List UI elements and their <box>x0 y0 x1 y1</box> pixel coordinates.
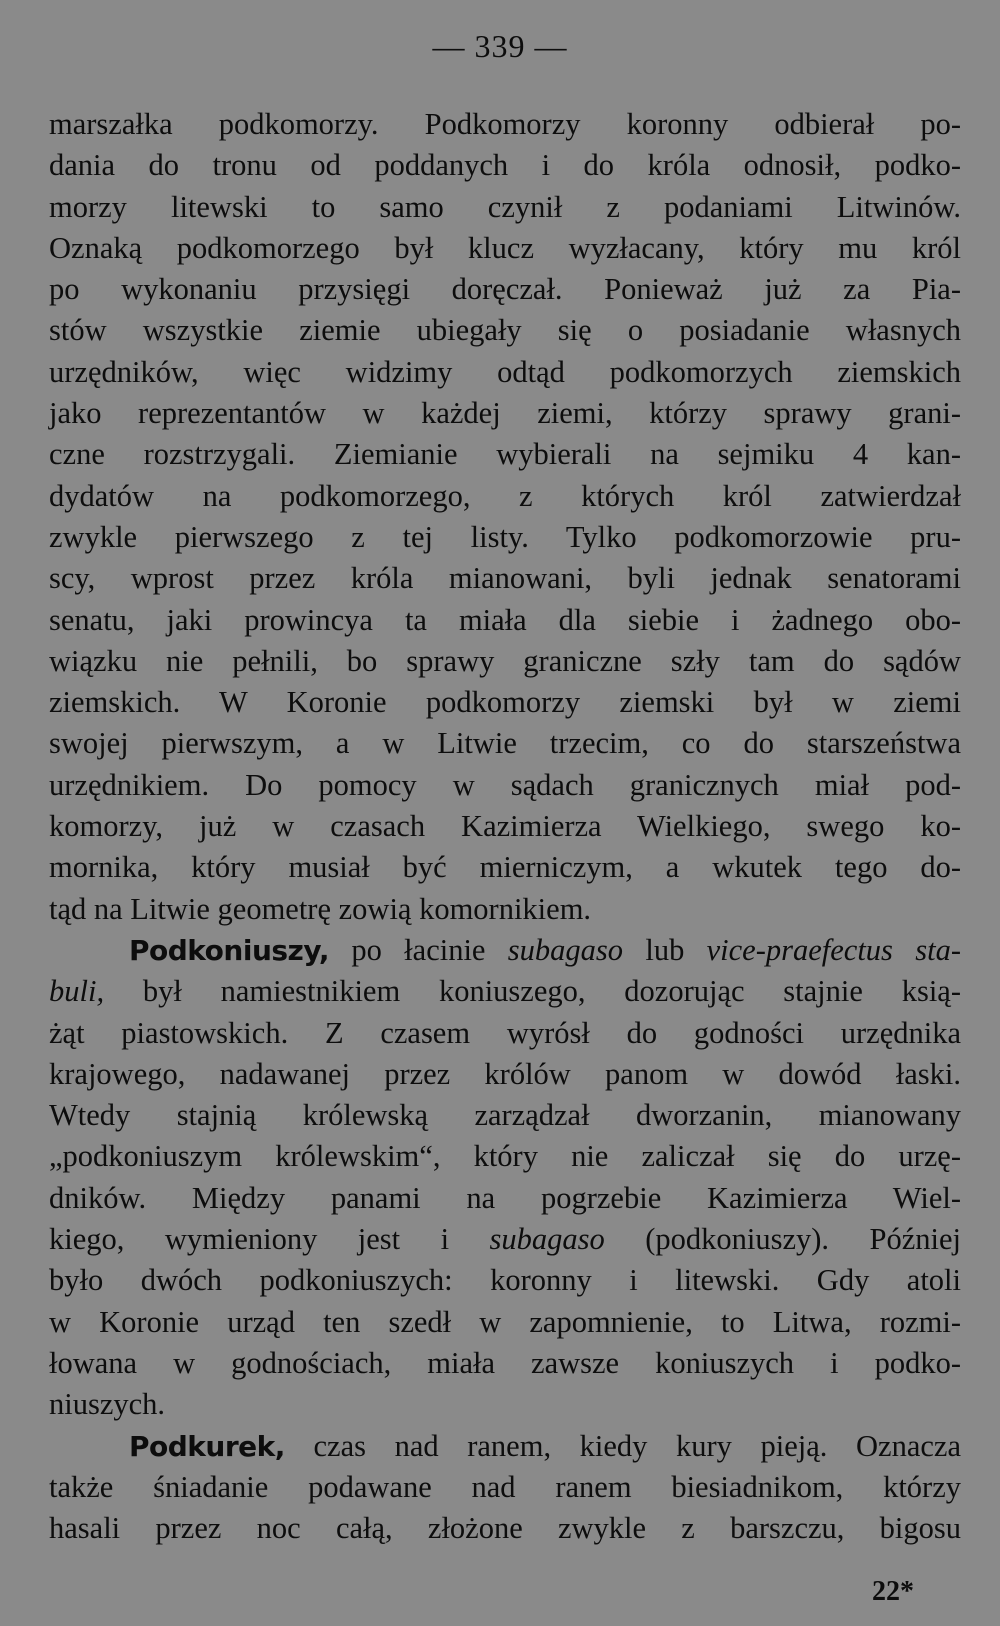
text-line: komorzy, już w czasach Kazimierza Wielkiego, swego ko- <box>49 809 961 844</box>
text-line: „podkoniuszym królewskim“, który nie zaliczał się do urzę- <box>49 1139 961 1174</box>
text-line: wiązku nie pełnili, bo sprawy graniczne szły tam do sądów <box>49 643 961 678</box>
text-span: był namiestnikiem koniuszego, dozorując stajnie ksią- <box>104 974 961 1009</box>
italic-term: vice-praefectus sta- <box>706 932 961 967</box>
text-line: ziemskich. W Koronie podkomorzy ziemski był w ziemi <box>49 685 961 720</box>
body-text <box>49 104 961 1549</box>
paragraph-podkurek <box>49 1426 961 1550</box>
text-span: czas nad ranem, kiedy kury pieją. Oznacza <box>284 1428 961 1463</box>
text-line <box>49 930 961 971</box>
italic-term: buli, <box>49 974 105 1009</box>
text-line: Wtedy stajnią królewską zarządzał dworzanin, mianowany <box>49 1098 961 1133</box>
text-line: czne rozstrzygali. Ziemianie wybierali na sejmiku 4 kan- <box>49 437 961 472</box>
text-line: niuszych. <box>49 1387 166 1422</box>
italic-term: subagaso <box>507 932 624 967</box>
text-line: żąt piastowskich. Z czasem wyrósł do godności urzędnika <box>49 1015 961 1050</box>
entry-headword: Podkoniuszy, <box>129 933 330 967</box>
text-line: swojej pierwszym, a w Litwie trzecim, co do starszeństwa <box>49 726 961 761</box>
text-line: hasali przez noc całą, złożone zwykle z barszczu, bigosu <box>49 1511 961 1546</box>
text-line: jako reprezentantów w każdej ziemi, którzy sprawy grani- <box>49 396 961 431</box>
text-line: marszałka podkomorzy. Podkomorzy koronny odbierał po- <box>49 107 961 141</box>
printer-signature-mark: 22* <box>872 1576 914 1607</box>
text-line <box>49 971 961 1012</box>
entry-headword: Podkurek, <box>129 1429 285 1463</box>
text-span: lub <box>623 932 707 967</box>
text-line: po wykonaniu przysięgi doręczał. Ponieważ już za Pia- <box>49 272 961 307</box>
text-line: morzy litewski to samo czynił z podaniami Litwinów. <box>49 189 961 224</box>
line-group <box>49 1013 961 1219</box>
text-line: łowana w godnościach, miała zawsze koniuszych i podko- <box>49 1345 961 1380</box>
text-span: kiego, wymieniony jest i <box>49 1222 490 1257</box>
text-line: zwykle pierwszego z tej listy. Tylko podkomorzowie pru- <box>49 519 961 554</box>
text-line <box>49 1219 961 1260</box>
text-line: scy, wprost przez króla mianowani, byli jednak senatorami <box>49 561 961 596</box>
page-number: — 339 — <box>432 28 568 64</box>
text-line: Oznaką podkomorzego był klucz wyzłacany, który mu król <box>49 230 961 265</box>
text-line: dydatów na podkomorzego, z których król zatwierdzał <box>49 478 961 513</box>
text-line: także śniadanie podawane nad ranem biesiadnikom, którzy <box>49 1469 961 1504</box>
text-line <box>49 1426 961 1467</box>
italic-term: subagaso <box>489 1222 605 1257</box>
text-line: tąd na Litwie geometrę zowią komornikiem. <box>49 891 592 926</box>
text-line: w Koronie urząd ten szedł w zapomnienie, to Litwa, rozmi- <box>49 1304 961 1339</box>
line-group <box>49 1260 961 1425</box>
text-line: mornika, który musiał być mierniczym, a wkutek tego do- <box>49 850 961 885</box>
text-line: krajowego, nadawanej przez królów panom w dowód łaski. <box>49 1056 961 1091</box>
text-line: dania do tronu od poddanych i do króla odnosił, podko- <box>49 148 961 183</box>
text-line: było dwóch podkoniuszych: koronny i litewski. Gdy atoli <box>49 1263 961 1298</box>
text-line: senatu, jaki prowincya ta miała dla siebie i żadnego obo- <box>49 602 961 637</box>
text-line: stów wszystkie ziemie ubiegały się o posiadanie własnych <box>49 313 961 348</box>
text-line: urzędnikiem. Do pomocy w sądach granicznych miał pod- <box>49 767 961 802</box>
text-line: urzędników, więc widzimy odtąd podkomorzych ziemskich <box>49 354 961 389</box>
paragraph-podkoniuszy <box>49 930 961 1426</box>
text-line: dników. Między panami na pogrzebie Kazimierza Wiel- <box>49 1180 961 1215</box>
text-span: po łacinie <box>329 932 508 967</box>
line-group <box>49 1467 961 1550</box>
text-span: (podkoniuszy). Później <box>604 1222 961 1257</box>
paragraph-podkomorzy <box>49 104 961 930</box>
